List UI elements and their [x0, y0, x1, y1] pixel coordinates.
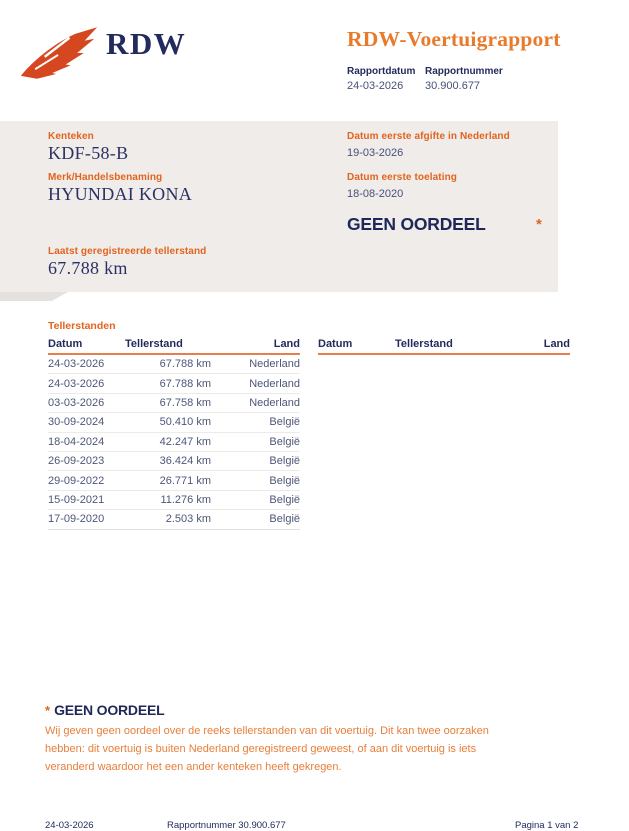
column-header-datum: Datum — [318, 338, 353, 350]
footnote-heading — [45, 702, 164, 720]
date-cell: 24-03-2026 — [48, 358, 105, 371]
table-row — [48, 412, 300, 431]
date-cell: 17-09-2020 — [48, 513, 105, 526]
report-number-value: 30.900.677 — [425, 80, 481, 92]
footer-date: 24-03-2026 — [45, 820, 94, 831]
country-cell: Nederland — [249, 396, 300, 409]
table-row — [48, 393, 300, 412]
table-body — [48, 355, 300, 530]
rdw-wing-logo-icon — [18, 26, 100, 80]
odometer-cell: 67.788 km — [159, 358, 211, 371]
footnote-title: GEEN OORDEEL — [54, 702, 165, 718]
kenteken-value: KDF-58-B — [48, 143, 129, 163]
country-cell: Nederland — [249, 358, 300, 371]
table-row — [48, 451, 300, 470]
odometer-cell: 36.424 km — [159, 455, 211, 468]
country-cell: Nederland — [249, 377, 300, 390]
country-cell: België — [269, 416, 300, 429]
date-cell: 18-04-2024 — [48, 435, 105, 448]
table-row — [48, 490, 300, 509]
report-date-label: Rapportdatum — [347, 66, 416, 77]
table-row — [48, 509, 300, 528]
table-row — [48, 470, 300, 489]
kenteken-label: Kenteken — [48, 131, 94, 142]
country-cell: België — [269, 493, 300, 506]
merk-label: Merk/Handelsbenaming — [48, 172, 163, 183]
table-header-row — [318, 338, 570, 355]
verdict-asterisk: * — [536, 216, 542, 233]
table-row — [48, 432, 300, 451]
odometer-cell: 11.276 km — [160, 493, 211, 506]
laatste-tellerstand-value: 67.788 km — [48, 258, 128, 278]
afgifte-label: Datum eerste afgifte in Nederland — [347, 131, 510, 142]
table-row — [48, 373, 300, 392]
odometer-table-left — [48, 338, 300, 530]
afgifte-value: 19-03-2026 — [347, 147, 404, 159]
date-cell: 29-09-2022 — [48, 474, 105, 487]
odometer-cell: 50.410 km — [159, 416, 211, 429]
column-header-tellerstand: Tellerstand — [125, 338, 183, 350]
toelating-value: 18-08-2020 — [347, 188, 404, 200]
summary-box-corner-fold — [0, 292, 68, 301]
date-cell: 26-09-2023 — [48, 455, 105, 468]
date-cell: 15-09-2021 — [48, 493, 105, 506]
column-header-land: Land — [543, 338, 570, 350]
odometer-cell: 42.247 km — [159, 435, 211, 448]
rdw-logo-text: RDW — [106, 26, 187, 61]
verdict-text: GEEN OORDEEL — [347, 214, 486, 234]
toelating-label: Datum eerste toelating — [347, 172, 458, 183]
column-header-tellerstand: Tellerstand — [395, 338, 453, 350]
odometer-cell: 67.788 km — [159, 377, 211, 390]
tellerstanden-section-label: Tellerstanden — [48, 320, 116, 332]
country-cell: België — [269, 513, 300, 526]
country-cell: België — [269, 435, 300, 448]
date-cell: 24-03-2026 — [48, 377, 105, 390]
laatste-tellerstand-label: Laatst geregistreerde tellerstand — [48, 246, 207, 257]
report-number-label: Rapportnummer — [425, 66, 503, 77]
odometer-cell: 26.771 km — [159, 474, 211, 487]
footnote-text: Wij geven geen oordeel over de reeks tellerstanden van dit voertuig. Dit kan twee oorzaken hebben: dit voertuig is buiten Nederland geregistreerd geweest, of aan dit voertuig is iets veranderd waardoor het een ander kenteken heeft gekregen. — [45, 725, 489, 773]
footnote-asterisk: * — [45, 703, 51, 718]
odometer-table-right — [318, 338, 570, 355]
country-cell: België — [269, 474, 300, 487]
odometer-cell: 67.758 km — [159, 396, 211, 409]
report-date-value: 24-03-2026 — [347, 80, 404, 92]
report-title: RDW-Voertuigrapport — [347, 27, 561, 51]
country-cell: België — [269, 455, 300, 468]
date-cell: 03-03-2026 — [48, 396, 105, 409]
merk-value: HYUNDAI KONA — [48, 184, 193, 204]
footer-report-number: Rapportnummer 30.900.677 — [167, 820, 286, 831]
vehicle-summary-box — [0, 121, 558, 292]
column-header-land: Land — [273, 338, 300, 350]
table-header-row — [48, 338, 300, 355]
footer-page-number: Pagina 1 van 2 — [515, 820, 579, 831]
column-header-datum: Datum — [48, 338, 83, 350]
table-row — [48, 355, 300, 373]
odometer-cell: 2.503 km — [165, 513, 211, 526]
date-cell: 30-09-2024 — [48, 416, 105, 429]
